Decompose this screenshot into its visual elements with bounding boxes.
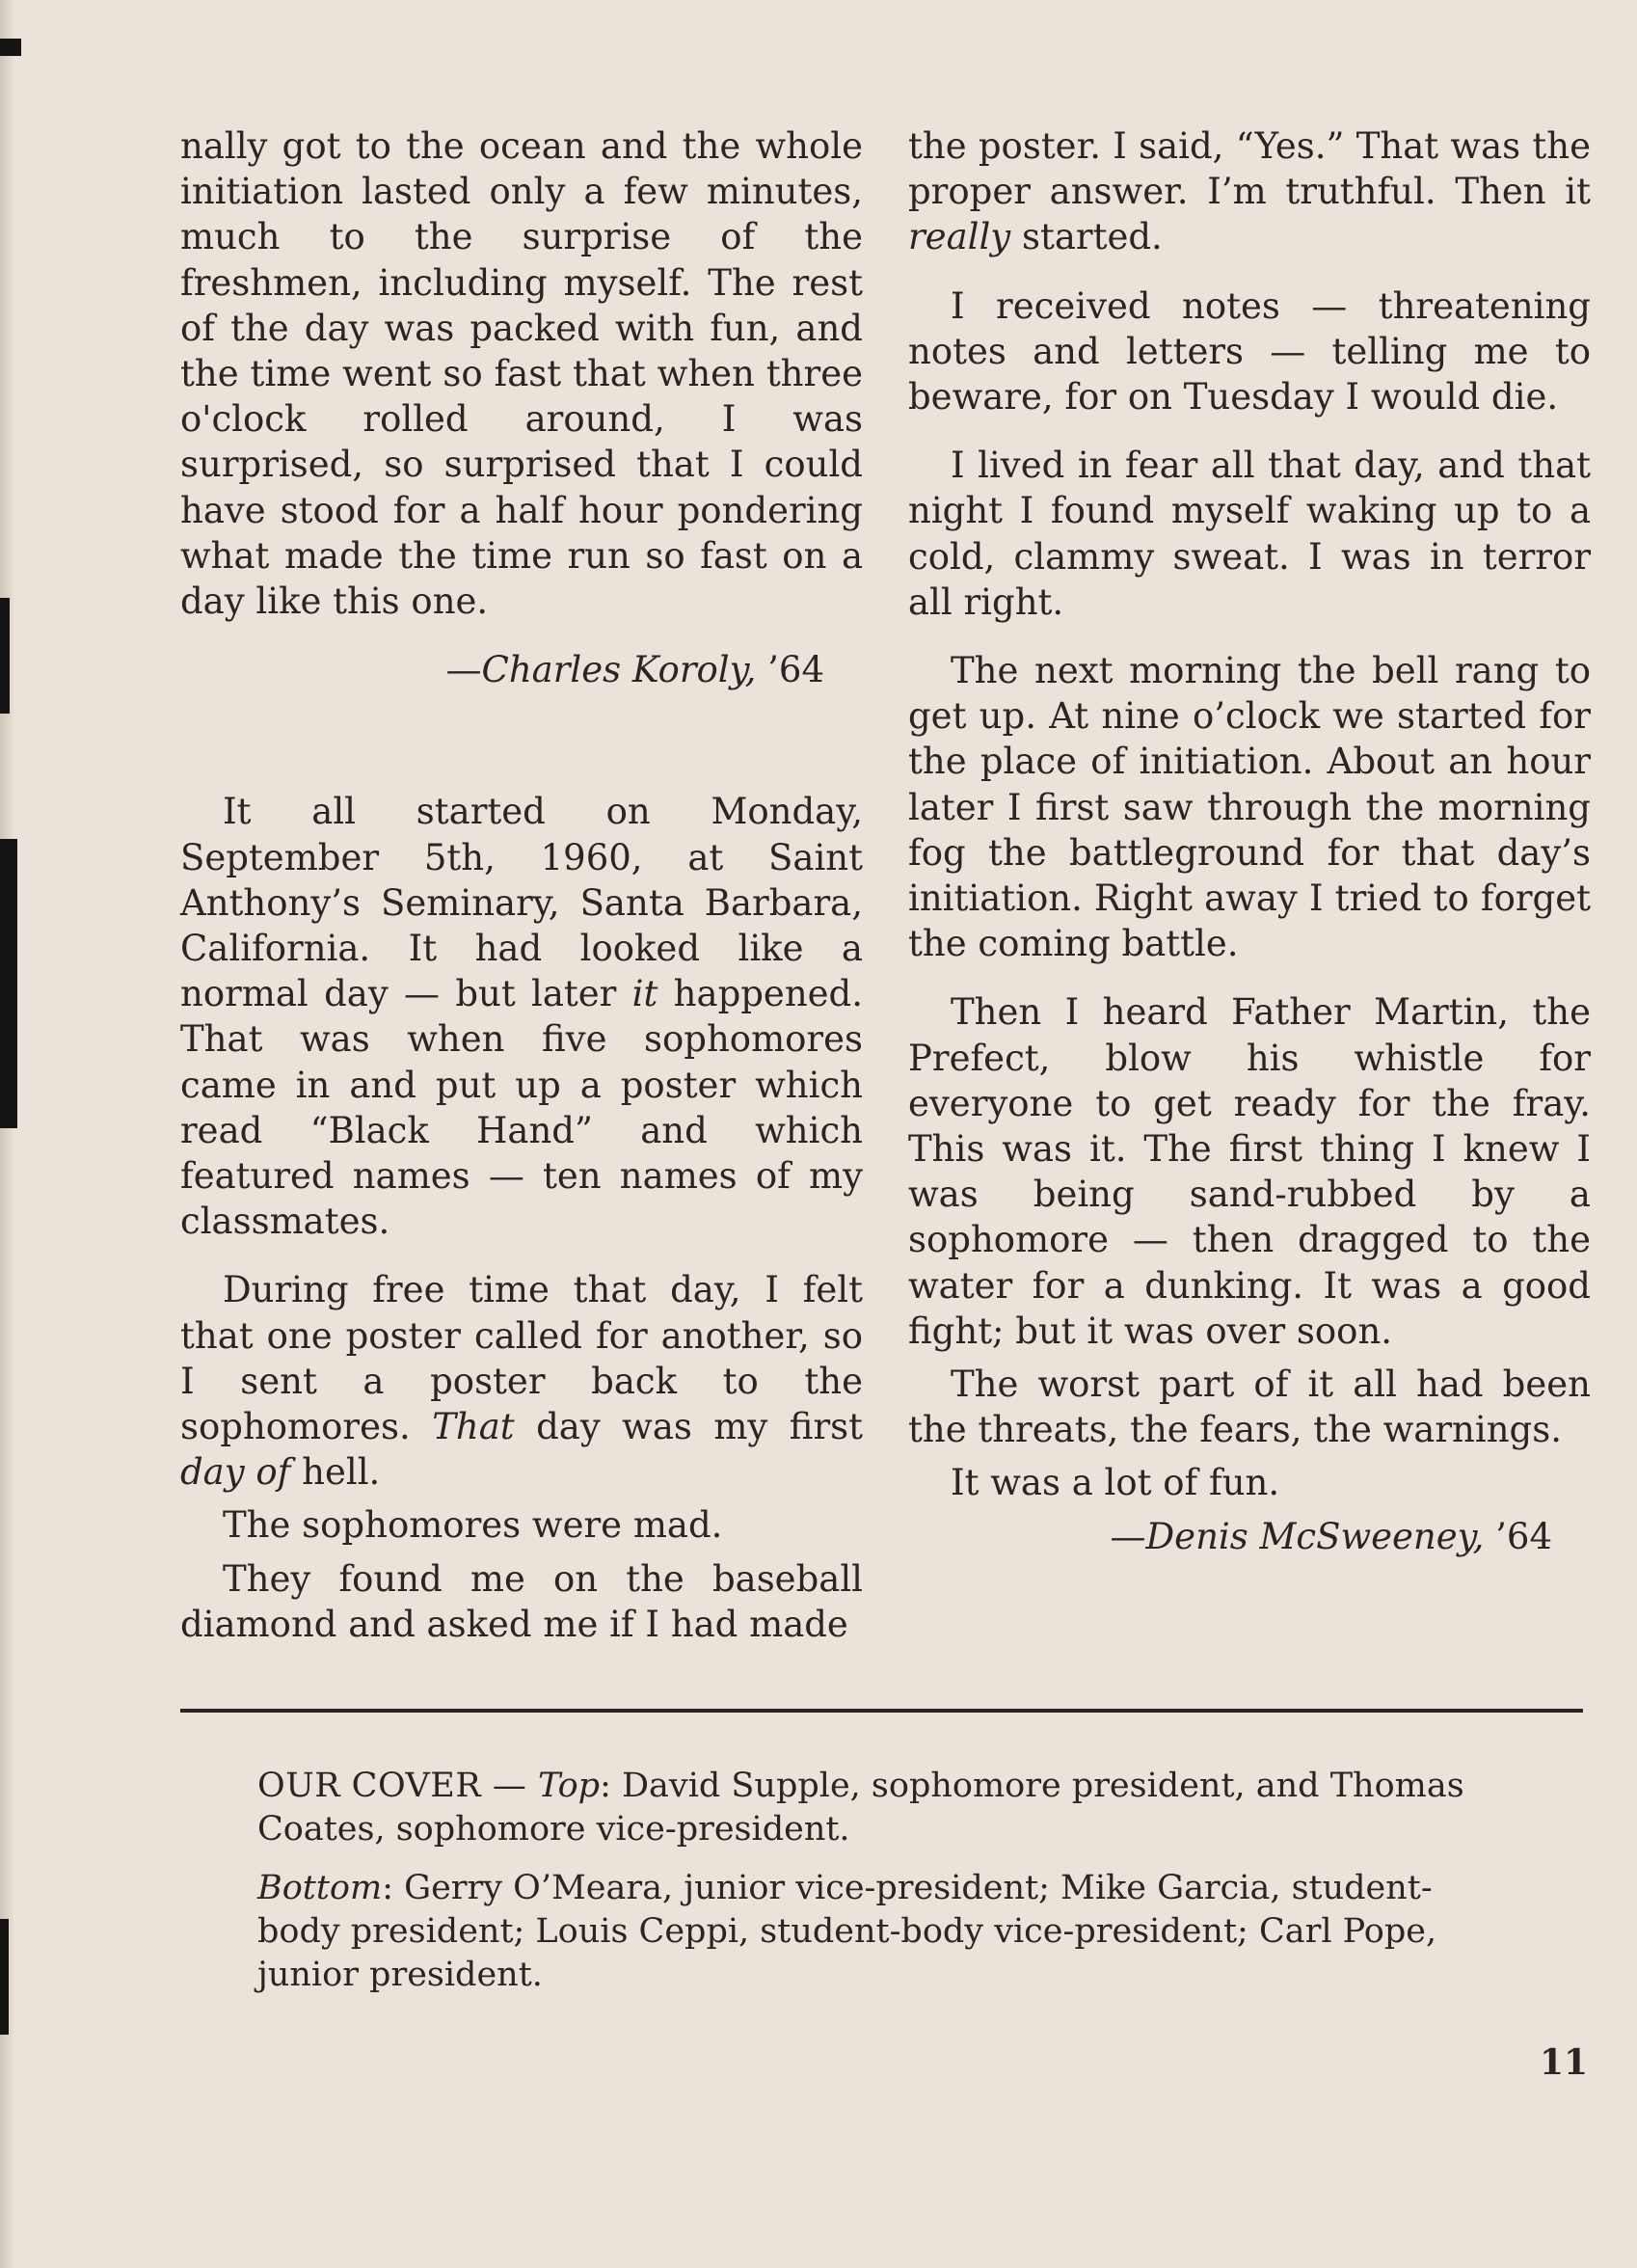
cover-caption-top: OUR COVER — Top: David Supple, sophomore president, and Thomas Coates, sophomore vice-president. <box>257 1767 1464 1849</box>
paragraph: the poster. I said, “Yes.” That was the proper answer. I’m truthful. Then it really started. <box>908 125 1591 258</box>
torn-edge-mark <box>0 39 21 56</box>
right-column <box>908 123 1591 1559</box>
page-number: 11 <box>1540 2042 1589 2083</box>
horizontal-rule <box>180 1709 1583 1713</box>
left-column <box>180 123 863 1670</box>
torn-edge-mark <box>0 598 10 714</box>
paragraph: nally got to the ocean and the whole initiation lasted only a few minutes, much to the surprise of the freshmen, including myself. The rest of the day was packed with fun, and the time went so fast that when three o'clock rolled around, I was surprised, so surprised that I could have stood for a half hour pondering what made the time run so fast on a day like this one. <box>180 125 863 623</box>
torn-edge-mark <box>0 1919 9 2035</box>
paragraph: They found me on the baseball diamond and asked me if I had made <box>180 1557 863 1645</box>
paragraph: It all started on Monday, September 5th, 1960, at Saint Anthony’s Seminary, Santa Barbara, California. It had looked like a normal day — but later it happened. That was when five sophomores came in and put up a poster which read “Black Hand” and which featured names — ten names of my classmates. <box>180 791 864 1243</box>
cover-caption-bottom: Bottom: Gerry O’Meara, junior vice-president; Mike Garcia, student-body president; Louis Ceppi, student-body vice-president; Carl Pope, junior president. <box>257 1869 1437 1994</box>
paragraph: I lived in fear all that day, and that night I found myself waking up to a cold, clammy sweat. I was in terror all right. <box>908 445 1591 623</box>
paragraph: I received notes — threatening notes and letters — telling me to beware, for on Tuesday I would die. <box>908 284 1591 418</box>
paragraph: The next morning the bell rang to get up. At nine o’clock we started for the place of initiation. About an hour later I first saw through the morning fog the battleground for that day’s initiation. Right away I tried to forget the coming battle. <box>908 650 1591 965</box>
paragraph: The worst part of it all had been the threats, the fears, the warnings. <box>908 1364 1591 1451</box>
signature-charles-koroly: —Charles Koroly, ’64 <box>445 649 824 691</box>
paragraph: It was a lot of fun. <box>951 1462 1280 1504</box>
cover-caption <box>257 1765 1511 2012</box>
paragraph: Then I heard Father Martin, the Prefect, blow his whistle for everyone to get ready for the fray. This was it. The first thing I knew I was being sand-rubbed by a sophomore — then dragged to the water for a dunking. It was a good fight; but it was over soon. <box>908 991 1591 1352</box>
paragraph: During free time that day, I felt that one poster called for another, so I sent a poster back to the sophomores. That day was my first day of hell. <box>180 1269 863 1494</box>
torn-edge-mark <box>0 839 17 1128</box>
paragraph: The sophomores were mad. <box>223 1504 723 1547</box>
signature-denis-mcsweeney: —Denis McSweeney, ’64 <box>1110 1515 1552 1557</box>
